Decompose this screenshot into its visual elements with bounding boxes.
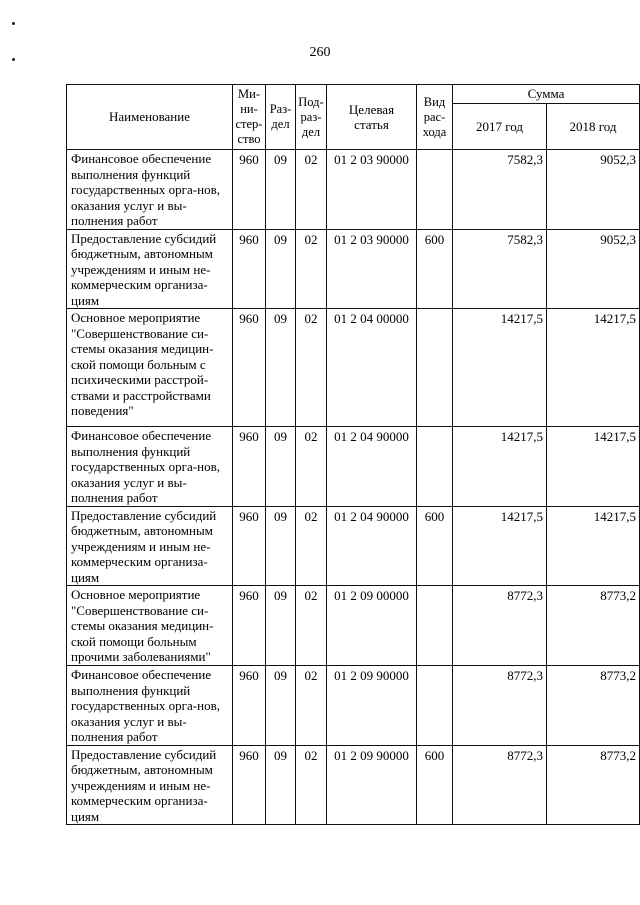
row-sum-2017: 8772,3	[453, 586, 547, 666]
row-sum-2017: 8772,3	[453, 666, 547, 746]
row-target: 01 2 04 90000	[327, 427, 417, 507]
row-subsection: 02	[296, 229, 327, 309]
row-sum-2018: 8773,2	[547, 586, 640, 666]
header-target: Целевая статья	[327, 85, 417, 150]
row-sum-2018: 14217,5	[547, 427, 640, 507]
header-section: Раз- дел	[266, 85, 296, 150]
row-expense-type	[417, 309, 453, 427]
table-row	[67, 666, 640, 746]
row-target: 01 2 09 90000	[327, 745, 417, 825]
row-section: 09	[266, 229, 296, 309]
row-subsection: 02	[296, 666, 327, 746]
row-ministry: 960	[233, 309, 266, 427]
row-section: 09	[266, 745, 296, 825]
row-name: Предоставление субсидий бюджетным, автономным учреждениям и иным не-коммерческим организа-циям	[67, 506, 233, 586]
header-ministry: Ми- ни- стер- ство	[233, 85, 266, 150]
row-name: Финансовое обеспечение выполнения функций государственных орга-нов, оказания услуг и вы-полнения работ	[67, 427, 233, 507]
row-sum-2018: 8773,2	[547, 745, 640, 825]
header-expense-type: Вид рас- хода	[417, 85, 453, 150]
row-ministry: 960	[233, 586, 266, 666]
row-sum-2017: 8772,3	[453, 745, 547, 825]
scan-speck-top	[12, 22, 15, 25]
row-subsection: 02	[296, 506, 327, 586]
row-expense-type	[417, 427, 453, 507]
row-sum-2018: 14217,5	[547, 309, 640, 427]
table-row	[67, 427, 640, 507]
header-year-2018: 2018 год	[547, 104, 640, 150]
table-row	[67, 309, 640, 427]
row-expense-type: 600	[417, 745, 453, 825]
row-section: 09	[266, 150, 296, 230]
row-ministry: 960	[233, 427, 266, 507]
row-ministry: 960	[233, 229, 266, 309]
row-sum-2017: 14217,5	[453, 427, 547, 507]
row-expense-type	[417, 150, 453, 230]
row-sum-2018: 9052,3	[547, 150, 640, 230]
row-section: 09	[266, 309, 296, 427]
table-row	[67, 150, 640, 230]
row-subsection: 02	[296, 427, 327, 507]
row-ministry: 960	[233, 745, 266, 825]
row-name: Основное мероприятие "Совершенствование си-стемы оказания медицин-ской помощи больным с психическими расстрой-ствами и расстройствами поведения"	[67, 309, 233, 427]
row-expense-type	[417, 666, 453, 746]
row-section: 09	[266, 666, 296, 746]
row-subsection: 02	[296, 745, 327, 825]
row-name: Предоставление субсидий бюджетным, автономным учреждениям и иным не-коммерческим организа-циям	[67, 229, 233, 309]
table-header	[67, 85, 640, 150]
row-sum-2017: 7582,3	[453, 229, 547, 309]
table-row	[67, 229, 640, 309]
row-target: 01 2 09 00000	[327, 586, 417, 666]
budget-table	[66, 84, 640, 825]
row-expense-type: 600	[417, 506, 453, 586]
row-sum-2017: 14217,5	[453, 506, 547, 586]
row-sum-2017: 7582,3	[453, 150, 547, 230]
row-name: Предоставление субсидий бюджетным, автономным учреждениям и иным не-коммерческим организа-циям	[67, 745, 233, 825]
row-expense-type: 600	[417, 229, 453, 309]
row-sum-2018: 9052,3	[547, 229, 640, 309]
table-row	[67, 506, 640, 586]
row-subsection: 02	[296, 309, 327, 427]
row-target: 01 2 04 00000	[327, 309, 417, 427]
row-target: 01 2 03 90000	[327, 150, 417, 230]
row-sum-2017: 14217,5	[453, 309, 547, 427]
row-name: Финансовое обеспечение выполнения функций государственных орга-нов, оказания услуг и вы-полнения работ	[67, 666, 233, 746]
row-sum-2018: 14217,5	[547, 506, 640, 586]
header-subsection: Под- раз- дел	[296, 85, 327, 150]
table-row	[67, 745, 640, 825]
row-name: Основное мероприятие "Совершенствование си-стемы оказания медицин-ской помощи больным прочими заболеваниями"	[67, 586, 233, 666]
row-sum-2018: 8773,2	[547, 666, 640, 746]
row-target: 01 2 09 90000	[327, 666, 417, 746]
row-section: 09	[266, 427, 296, 507]
row-ministry: 960	[233, 150, 266, 230]
row-ministry: 960	[233, 666, 266, 746]
row-ministry: 960	[233, 506, 266, 586]
row-name: Финансовое обеспечение выполнения функций государственных орга-нов, оказания услуг и вы-полнения работ	[67, 150, 233, 230]
header-year-2017: 2017 год	[453, 104, 547, 150]
page-number: 260	[309, 45, 331, 60]
row-section: 09	[266, 586, 296, 666]
row-subsection: 02	[296, 150, 327, 230]
header-name: Наименование	[67, 85, 233, 150]
header-sum: Сумма	[453, 85, 640, 104]
row-target: 01 2 04 90000	[327, 506, 417, 586]
row-expense-type	[417, 586, 453, 666]
table-row	[67, 586, 640, 666]
row-section: 09	[266, 506, 296, 586]
row-target: 01 2 03 90000	[327, 229, 417, 309]
row-subsection: 02	[296, 586, 327, 666]
